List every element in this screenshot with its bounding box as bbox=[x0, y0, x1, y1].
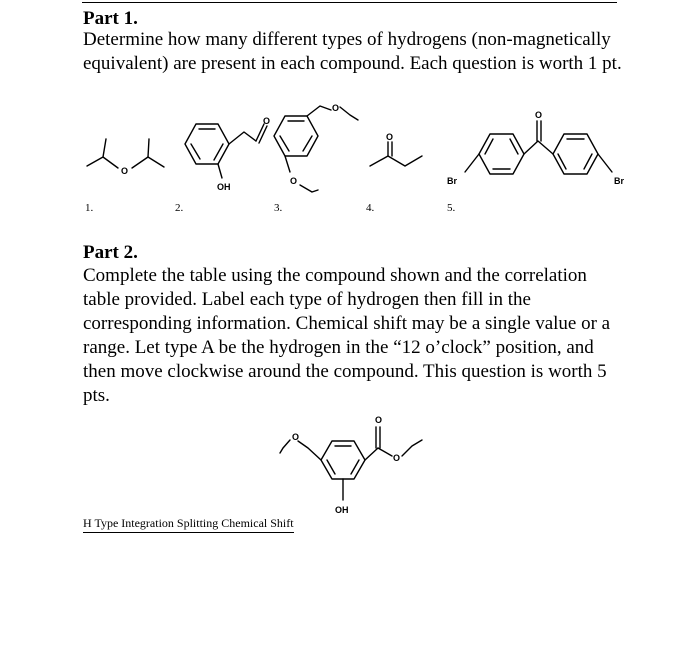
part2-compound-structure bbox=[280, 415, 422, 515]
part2-heading: Part 2. bbox=[83, 242, 138, 263]
compound-2-number: 2. bbox=[175, 202, 184, 214]
compound-3-number: 3. bbox=[274, 202, 283, 214]
compound-2-hydroxyl-label: OH bbox=[217, 182, 231, 192]
compound-3-methoxy-oxygen-2-label: O bbox=[290, 176, 298, 186]
answer-table-header: H Type Integration Splitting Chemical Shift bbox=[83, 516, 294, 533]
part2-ester-oxygen-label: O bbox=[393, 453, 401, 463]
compound-3-structure bbox=[274, 103, 358, 192]
part2-methoxy-oxygen-label: O bbox=[292, 432, 300, 442]
compound-5-number: 5. bbox=[447, 202, 456, 214]
compound-5-carbonyl-oxygen-label: O bbox=[535, 110, 543, 120]
compound-1-structure bbox=[87, 139, 164, 176]
compound-3-methoxy-oxygen-1-label: O bbox=[332, 103, 340, 113]
compound-4-structure bbox=[370, 132, 422, 166]
part1-instructions: Determine how many different types of hydrogens (non-magnetically equivalent) are present in each compound. Each question is worth 1 pt. bbox=[83, 29, 622, 74]
compound-1-oxygen-label: O bbox=[121, 166, 129, 176]
compound-4-number: 4. bbox=[366, 202, 375, 214]
compound-1-number: 1. bbox=[85, 202, 94, 214]
compound-4-carbonyl-oxygen-label: O bbox=[386, 132, 394, 142]
part1-heading: Part 1. bbox=[83, 8, 138, 29]
compound-5-bromine-1-label: Br bbox=[447, 176, 458, 186]
compound-5-bromine-2-label: Br bbox=[614, 176, 625, 186]
part2-hydroxyl-label: OH bbox=[335, 505, 349, 515]
compound-2-structure bbox=[185, 116, 270, 192]
part2-carbonyl-oxygen-label: O bbox=[375, 415, 383, 425]
compound-2-carbonyl-oxygen-label: O bbox=[263, 116, 271, 126]
part2-instructions: Complete the table using the compound shown and the correlation table provided. Label each type of hydrogen then fill in the corresponding information. Chemical shift may be a single value or a range. Let type A be the hydrogen in the “12 o’clock” position, and then move clockwise around the compound. This question is worth 5 pts. bbox=[83, 265, 611, 406]
compound-5-structure bbox=[447, 110, 624, 186]
